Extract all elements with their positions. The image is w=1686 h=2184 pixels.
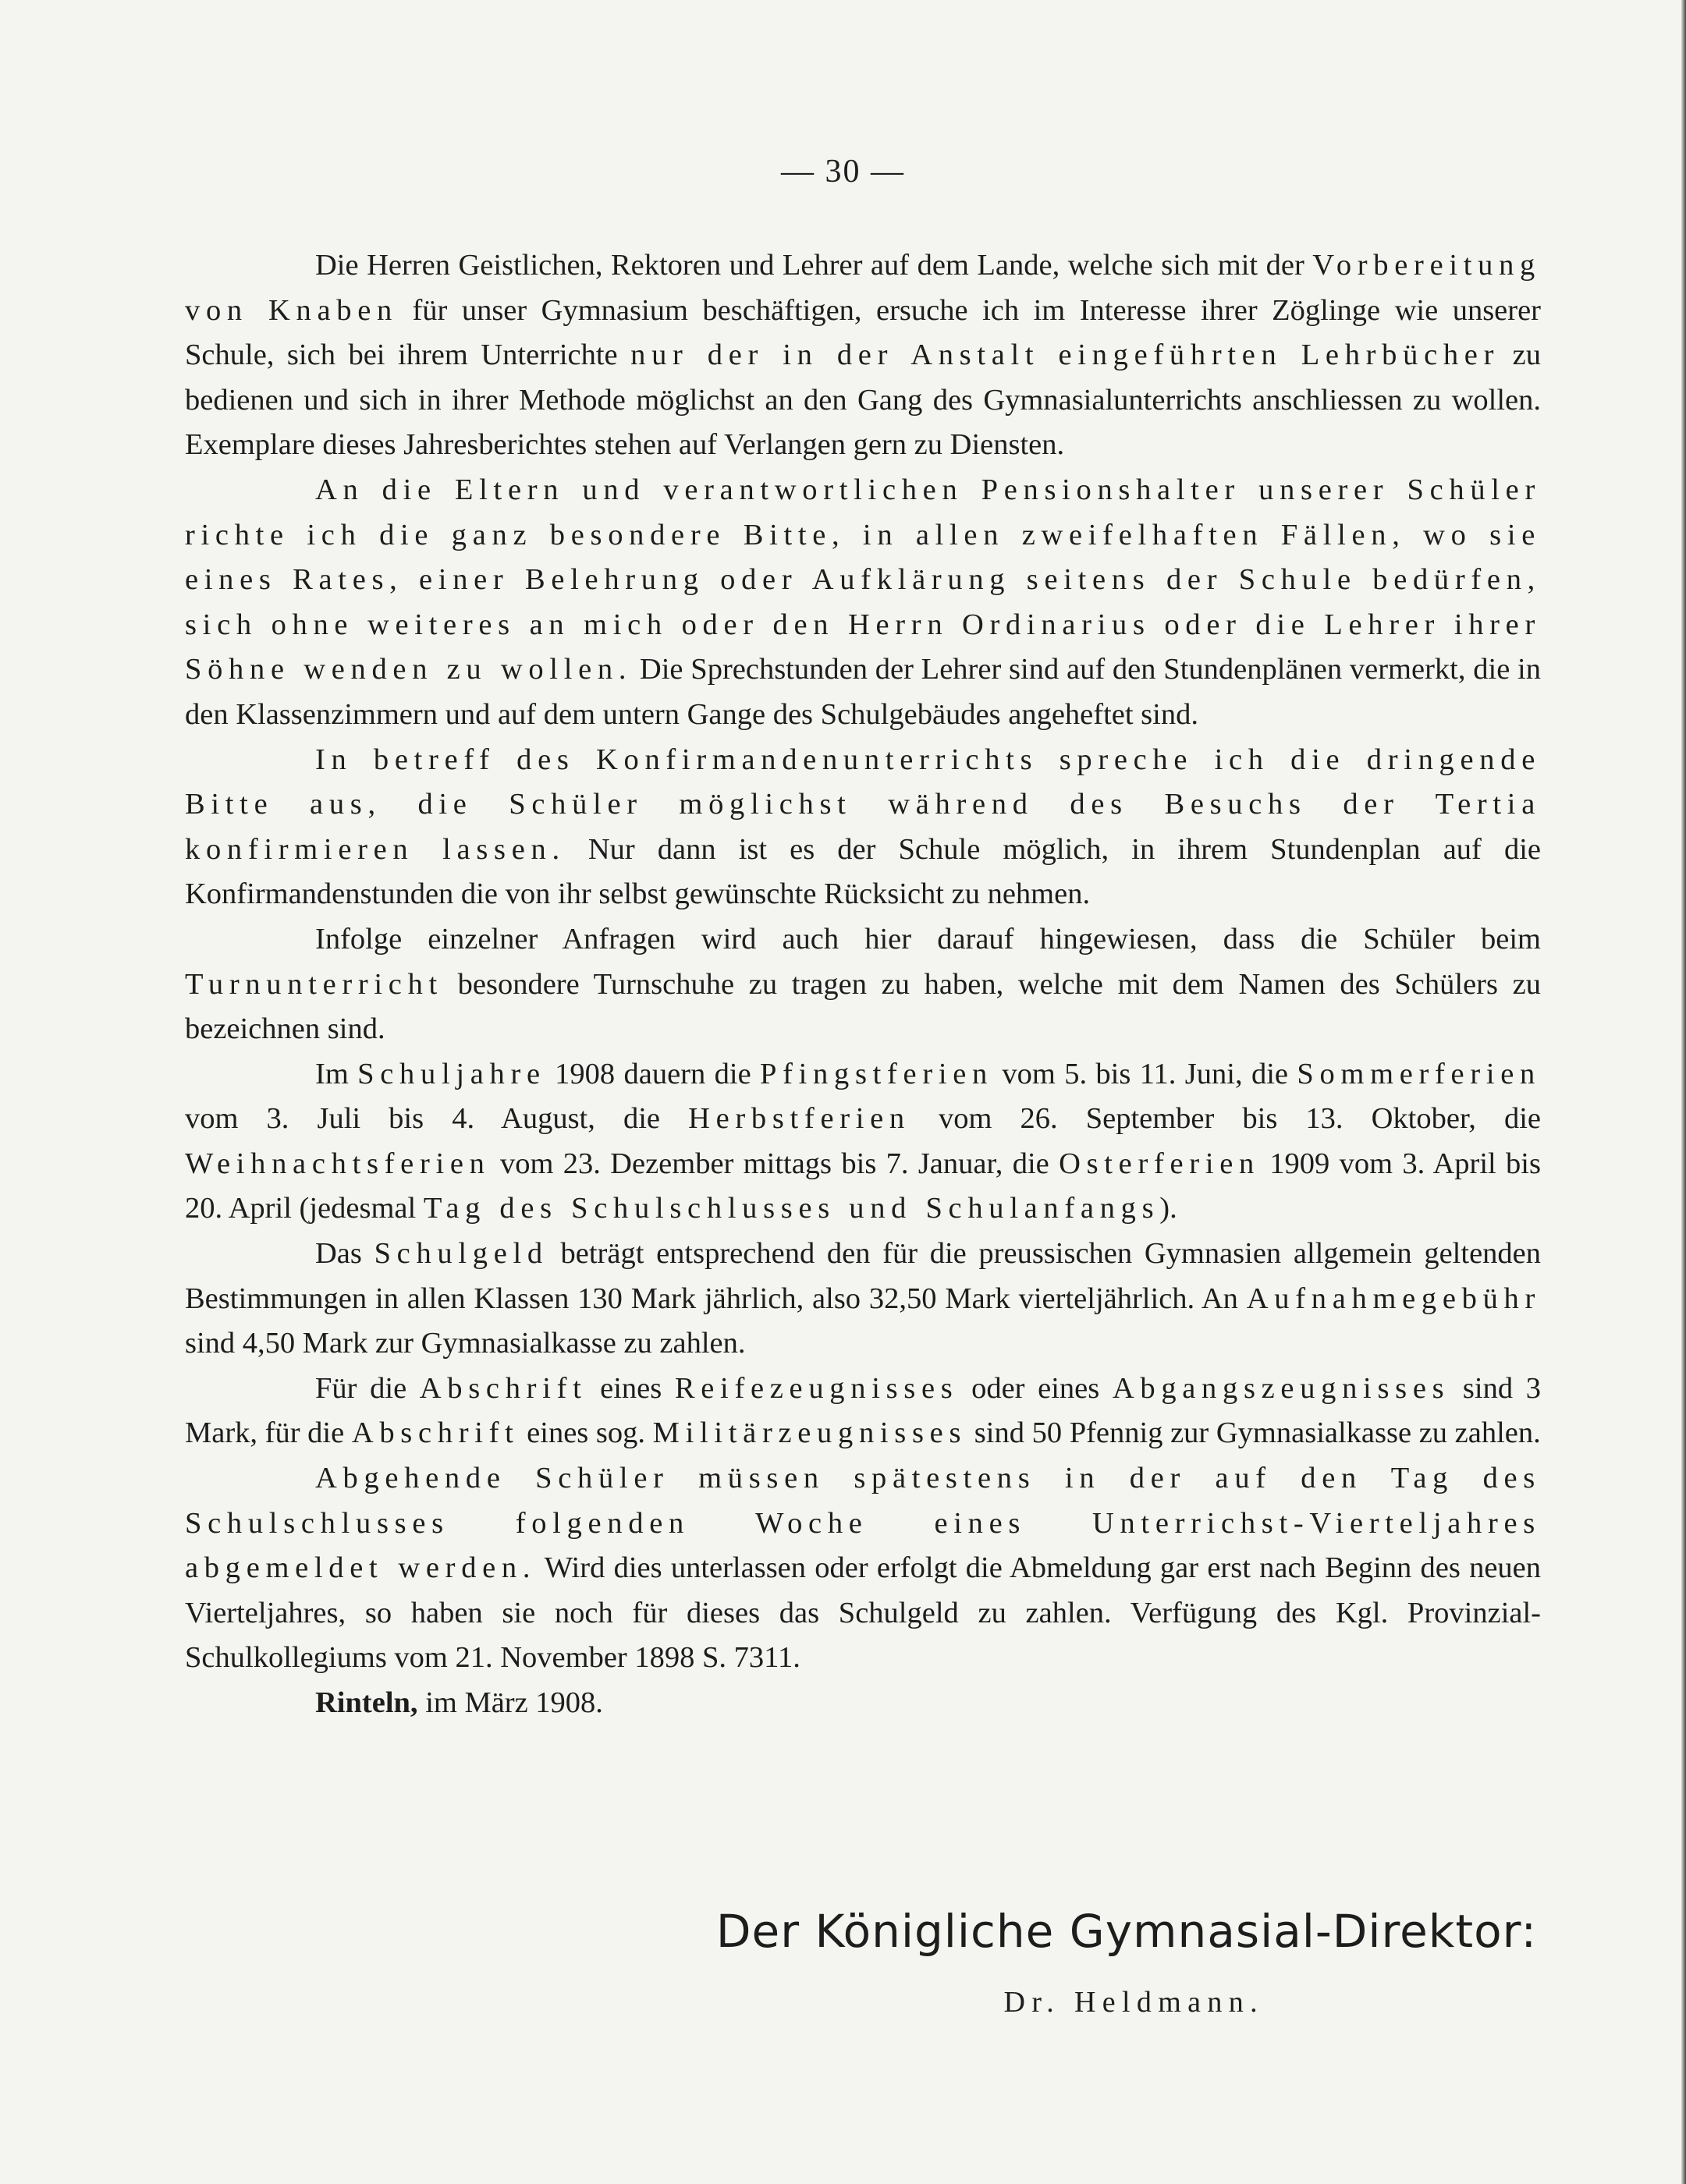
text-run: Im [315,1057,358,1090]
text-run: vom 3. Juli bis 4. August, die [185,1102,689,1136]
emphasized-text: Tag des Schulschlusses und Schulanfangs [423,1192,1160,1225]
text-run: ). [1159,1192,1177,1225]
emphasized-text: Schuljahre [357,1057,546,1090]
paragraph-holidays [185,1052,1541,1232]
paragraph-school-fees [185,1232,1541,1367]
emphasized-text: Abgangszeugnisses [1112,1371,1450,1405]
text-run: 1909 vom 3. April bis 20. April (jedesmal [185,1147,1541,1225]
emphasized-text: In betreff des Konfirmandenunterrichts spreche ich die dringende Bitte aus, die Schüler möglichst während des Besuchs der Tertia konfirmieren lassen. [185,743,1541,866]
signature-date: im März 1908. [417,1686,603,1719]
paragraph-textbooks [185,243,1541,468]
text-run: Die Sprechstunden der Lehrer sind auf den Stundenplänen vermerkt, die in den Klassenzimmern und auf dem untern Gange des Schulgebäudes angeheftet sind. [185,653,1541,731]
text-run: vom 26. September bis 13. Oktober, die [910,1102,1541,1136]
emphasized-text: Abgehende Schüler müssen spätestens in der auf den Tag des Schulschlusses folgenden Woche eines Unterrichst-Vierteljahres abgemeldet werden. [185,1462,1541,1585]
text-run: 1908 dauern die [545,1057,761,1090]
emphasized-text: Osterferien [1059,1147,1260,1180]
text-run: sind 3 Mark, für die [185,1371,1541,1450]
emphasized-text: Aufnahmegebühr [1246,1282,1541,1315]
body-text [185,243,1541,1726]
text-run: Wird dies unterlassen oder erfolgt die Abmeldung gar erst nach Beginn des neuen Vierteljahres, so haben sie noch für dieses das Schulgeld zu zahlen. Verfügung des Kgl. Provinzial-Schulkollegiums vom 21. November 1898 S. 7311. [185,1551,1541,1675]
emphasized-text: Turnunterricht [185,967,443,1001]
text-run: beträgt entsprechend den für die preussischen Gymnasien allgemein geltenden Bestimmungen in allen Klassen 130 Mark jährlich, also 32,50 Mark vierteljährlich. An [185,1237,1541,1315]
director-title: Der Königliche Gymnasial-Direktor: [715,1905,1537,1958]
page-number: — 30 — [781,154,905,190]
emphasized-text: Herbstferien [688,1102,910,1136]
paragraph-confirmation [185,738,1541,917]
text-run: Infolge einzelner Anfragen wird auch hier darauf hingewiesen, dass die Schüler beim [315,922,1541,956]
text-run: sind 4,50 Mark zur Gymnasialkasse zu zahlen. [185,1327,746,1360]
text-run: vom 5. bis 11. Juni, die [993,1057,1297,1090]
emphasized-text: Pfingstferien [760,1057,994,1090]
emphasized-text: Militärzeugnisses [652,1416,967,1450]
text-run: Das [315,1237,374,1271]
paragraph-gym-shoes [185,917,1541,1052]
paragraph-certificate-copies [185,1367,1541,1456]
text-run: sind 50 Pfennig zur Gymnasialkasse zu zahlen. [967,1416,1541,1450]
emphasized-text: Vorbereitung von Knaben [185,249,1541,327]
emphasized-text: Abschrift [419,1371,587,1405]
page-edge-shadow [1681,0,1686,2184]
paragraph-deregistration [185,1456,1541,1681]
text-run: besondere Turnschuhe zu tragen zu haben, welche mit dem Namen des Schülers zu bezeichnen sind. [185,967,1541,1046]
signer-name: Dr. Heldmann. [1003,1986,1264,2019]
text-run: eines [587,1371,675,1405]
text-run: Nur dann ist es der Schule möglich, in ihrem Stundenplan auf die Konfirmandenstunden die von ihr selbst gewünschte Rücksicht zu nehmen. [185,832,1541,911]
emphasized-text: Reifezeugnisses [674,1371,959,1405]
text-run: vom 23. Dezember mittags bis 7. Januar, die [490,1147,1060,1180]
paragraph-parents-request [185,468,1541,738]
emphasized-text: Abschrift [351,1416,520,1450]
text-run: für unser Gymnasium beschäftigen, ersuche ich im Interesse ihrer Zöglinge wie unserer Schule, sich bei ihrem Unterrichte [185,293,1541,372]
text-run: Die Herren Geistlichen, Rektoren und Lehrer auf dem Lande, welche sich mit der [315,249,1313,282]
text-run: eines sog. [519,1416,653,1450]
signature-place: Rinteln, [315,1686,418,1719]
text-run: oder eines [958,1371,1113,1405]
text-run: Für die [315,1371,420,1405]
emphasized-text: Sommerferien [1297,1057,1541,1090]
emphasized-text: nur der in der Anstalt eingeführten Lehrbücher [630,339,1500,372]
text-run: zu bedienen und sich in ihrer Methode möglichst an den Gang des Gymnasialunterrichts anschliessen zu wollen. Exemplare dieses Jahresberichtes stehen auf Verlangen gern zu Diensten. [185,339,1541,462]
emphasized-text: An die Eltern und verantwortlichen Pensionshalter unserer Schüler richte ich die ganz besondere Bitte, in allen zweifelhaften Fällen, wo sie eines Rates, einer Belehrung oder Aufklärung seitens der Schule bedürfen, sich ohne weiteres an mich oder den Herrn Ordinarius oder die Lehrer ihrer Söhne wenden zu wollen. [185,473,1541,686]
emphasized-text: Schulgeld [374,1237,548,1271]
signature-place-date [185,1681,1541,1726]
emphasized-text: Weihnachtsferien [185,1147,491,1180]
